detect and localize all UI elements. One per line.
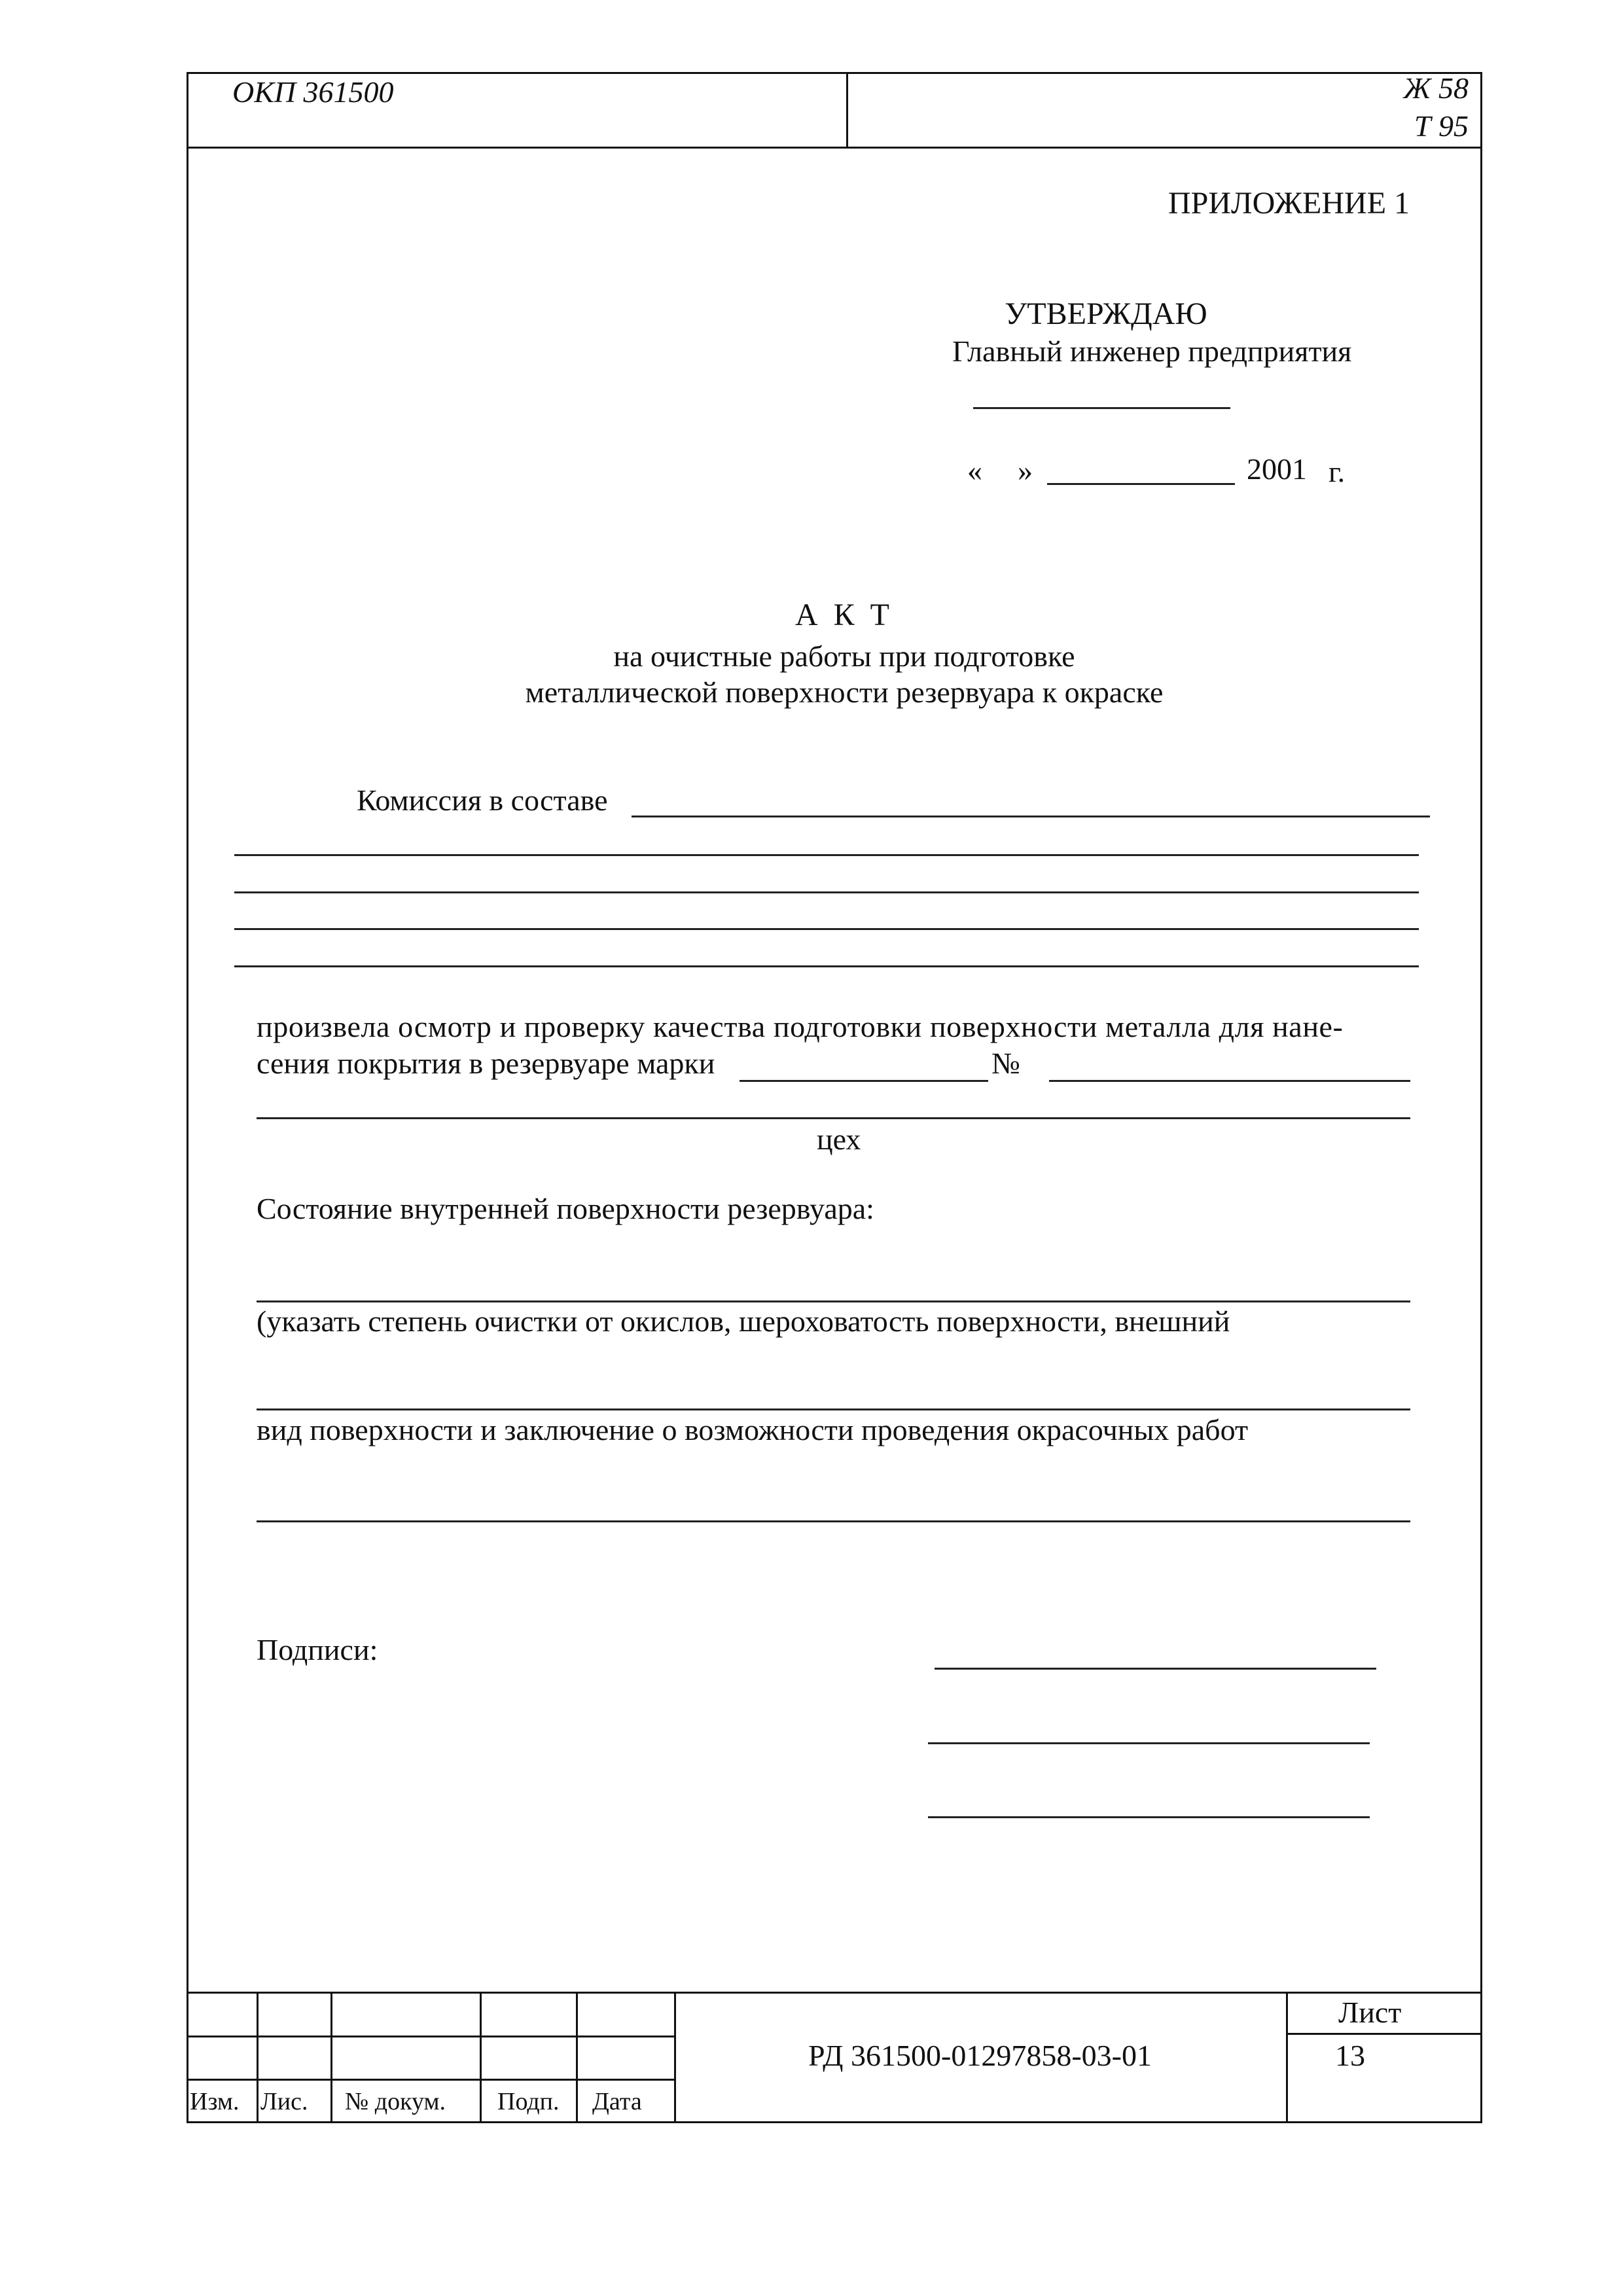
signature-line-1 <box>935 1668 1376 1670</box>
approval-title: УТВЕРЖДАЮ <box>1005 296 1207 331</box>
sheet-label: Лист <box>1338 1996 1402 2029</box>
commission-line-1 <box>632 816 1430 817</box>
title-block-row-3 <box>187 2079 674 2081</box>
sheet-number: 13 <box>1335 2039 1365 2072</box>
title-block-top <box>187 1992 1482 1994</box>
okp-code: ОКП 361500 <box>232 75 394 109</box>
column-document-number: № докум. <box>345 2088 446 2115</box>
column-signature: Подп. <box>497 2088 560 2115</box>
inspection-text-line1: произвела осмотр и проверку качества подготовки поверхности металла для нане- <box>257 1010 1344 1043</box>
header-separator <box>846 72 848 147</box>
act-title: А К Т <box>795 598 893 632</box>
column-date: Дата <box>592 2088 642 2115</box>
approval-signature-line <box>973 407 1230 409</box>
tank-brand-line <box>740 1080 988 1082</box>
workshop-caption: цех <box>817 1122 861 1156</box>
workshop-line <box>257 1117 1410 1119</box>
sheet-label-divider <box>1286 2033 1482 2035</box>
title-col-3 <box>480 1992 482 2123</box>
tank-number-line <box>1049 1080 1410 1082</box>
date-close-quote: » <box>1018 454 1033 487</box>
act-subtitle-line2: металлической поверхности резервуара к окраске <box>525 675 1164 709</box>
signature-line-2 <box>928 1742 1370 1744</box>
title-col-2 <box>330 1992 332 2123</box>
doc-code-line1: Ж 58 <box>1403 71 1469 105</box>
condition-hint-line2: вид поверхности и заключение о возможности проведения окрасочных работ <box>257 1413 1249 1446</box>
condition-line-1 <box>257 1300 1410 1302</box>
title-col-6 <box>1286 1992 1288 2123</box>
signature-line-3 <box>928 1816 1370 1818</box>
commission-line-3 <box>234 891 1419 893</box>
signatures-label: Подписи: <box>257 1633 378 1666</box>
header-divider <box>187 147 1482 149</box>
date-year: 2001 <box>1247 452 1307 486</box>
title-col-4 <box>576 1992 578 2123</box>
inspection-text-line2: сения покрытия в резервуаре марки <box>257 1047 715 1080</box>
column-change: Изм. <box>190 2088 240 2115</box>
commission-line-2 <box>234 854 1419 856</box>
appendix-label: ПРИЛОЖЕНИЕ 1 <box>1168 186 1410 221</box>
condition-line-3 <box>257 1520 1410 1522</box>
act-subtitle-line1: на очистные работы при подготовке <box>613 639 1075 673</box>
document-code: РД 361500-01297858-03-01 <box>808 2039 1152 2072</box>
condition-label: Состояние внутренней поверхности резервуара: <box>257 1192 874 1225</box>
number-sign: № <box>991 1047 1020 1080</box>
commission-line-4 <box>234 928 1419 930</box>
condition-line-2 <box>257 1408 1410 1410</box>
doc-code-line2: Т 95 <box>1414 109 1469 143</box>
date-year-suffix: г. <box>1329 455 1346 488</box>
commission-label: Комиссия в составе <box>357 783 608 817</box>
date-month-line <box>1047 483 1235 485</box>
column-sheet: Лис. <box>260 2088 308 2115</box>
commission-line-5 <box>234 965 1419 967</box>
title-block-row-2 <box>187 2036 674 2037</box>
approval-position: Главный инженер предприятия <box>952 334 1352 368</box>
title-col-1 <box>257 1992 259 2123</box>
date-open-quote: « <box>967 454 982 487</box>
page-frame <box>187 72 1482 2123</box>
condition-hint-line1: (указать степень очистки от окислов, шероховатость поверхности, внешний <box>257 1304 1230 1338</box>
